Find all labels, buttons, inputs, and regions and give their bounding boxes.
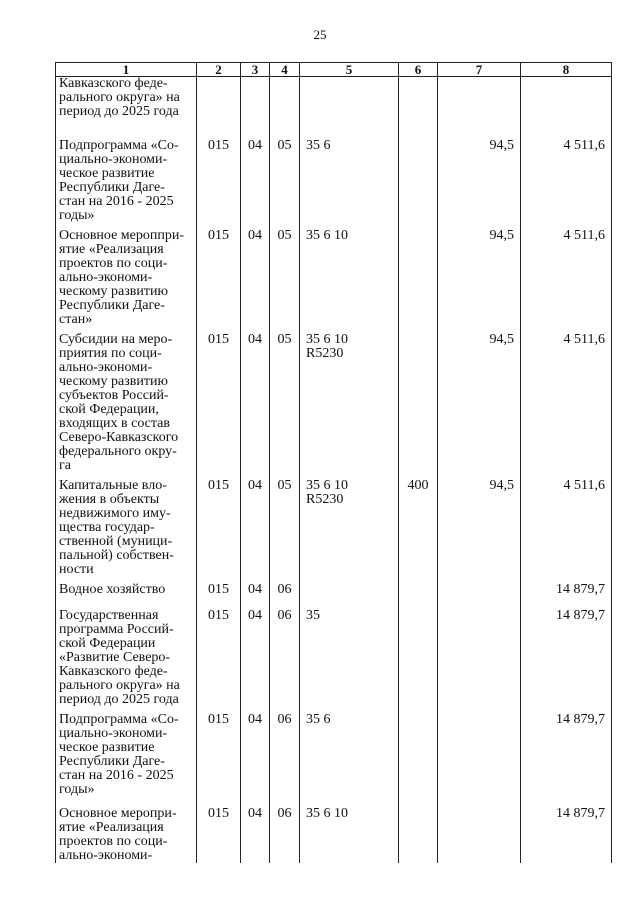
- cell-name-line: недвижимого иму-: [59, 505, 171, 521]
- cell-target-article-line: 35 6 10: [306, 805, 348, 821]
- cell-name-line: циально-экономи-: [59, 725, 168, 741]
- cell-ministry-code: 015: [197, 801, 241, 863]
- budget-table: [55, 62, 612, 863]
- cell-name: [56, 801, 197, 863]
- cell-amount-col8: 14 879,7: [521, 603, 612, 707]
- cell-name-line: приятия по соци-: [59, 345, 162, 361]
- cell-target-article-line: 35 6 10: [306, 477, 348, 493]
- cell-target-article-line: R5230: [306, 345, 344, 361]
- cell-amount-col8: 4 511,6: [521, 223, 612, 327]
- header-col-4: 4: [270, 63, 300, 77]
- cell-name-line: Субсидии на меро-: [59, 331, 173, 347]
- cell-section: 04: [241, 223, 270, 327]
- cell-name: [56, 223, 197, 327]
- cell-amount-col8: 14 879,7: [521, 801, 612, 863]
- cell-target-article: [300, 133, 399, 223]
- cell-amount-col7: 94,5: [438, 327, 521, 473]
- table-row: [56, 801, 612, 863]
- cell-amount-col8: [521, 77, 612, 133]
- cell-name-line: период до 2025 года: [59, 104, 179, 119]
- cell-name: [56, 473, 197, 577]
- cell-name-line: программа Россий-: [59, 621, 174, 637]
- cell-name-line: Основное меропри-: [59, 805, 177, 821]
- header-col-3: 3: [241, 63, 270, 77]
- cell-expense-type: [399, 327, 438, 473]
- cell-target-article-line: 35 6 10: [306, 331, 348, 347]
- cell-target-article: [300, 223, 399, 327]
- cell-name-line: ственной (муници-: [59, 533, 173, 549]
- cell-name-line: ской Федерации,: [59, 401, 159, 417]
- cell-section: 04: [241, 133, 270, 223]
- cell-target-article: [300, 473, 399, 577]
- cell-name-line: Государственная: [59, 607, 159, 623]
- cell-subsection: 05: [270, 327, 300, 473]
- cell-ministry-code: 015: [197, 327, 241, 473]
- cell-name-line: Кавказского феде-: [59, 663, 168, 679]
- cell-subsection: 06: [270, 577, 300, 603]
- cell-section: [241, 77, 270, 133]
- cell-section: 04: [241, 327, 270, 473]
- cell-name-line: федерального окру-: [59, 443, 177, 459]
- cell-name-line: стан на 2016 - 2025: [59, 767, 174, 783]
- cell-name-line: стан на 2016 - 2025: [59, 193, 174, 209]
- cell-name-line: циально-экономи-: [59, 151, 168, 167]
- cell-name-line: входящих в состав: [59, 415, 171, 431]
- cell-name-line: годы»: [59, 781, 95, 797]
- cell-amount-col7: 94,5: [438, 223, 521, 327]
- cell-name-line: ально-экономи-: [59, 269, 153, 285]
- header-col-7: 7: [438, 63, 521, 77]
- table-row: [56, 603, 612, 707]
- cell-amount-col8: 4 511,6: [521, 473, 612, 577]
- cell-subsection: 05: [270, 473, 300, 577]
- cell-name-line: ально-экономи-: [59, 359, 153, 375]
- cell-expense-type: [399, 223, 438, 327]
- cell-section: 04: [241, 801, 270, 863]
- cell-name-line: пальной) собствен-: [59, 547, 174, 563]
- cell-amount-col7: [438, 77, 521, 133]
- cell-expense-type: [399, 801, 438, 863]
- cell-name-line: рального округа» на: [59, 90, 180, 105]
- cell-subsection: [270, 77, 300, 133]
- cell-amount-col8: 14 879,7: [521, 707, 612, 801]
- cell-name-line: рального округа» на: [59, 677, 180, 693]
- table-row: [56, 77, 612, 133]
- cell-name-line: га: [59, 457, 71, 473]
- cell-ministry-code: 015: [197, 603, 241, 707]
- cell-section: 04: [241, 577, 270, 603]
- cell-target-article-line: R5230: [306, 491, 344, 507]
- cell-section: 04: [241, 707, 270, 801]
- page-number: 25: [313, 27, 327, 42]
- cell-amount-col8: 4 511,6: [521, 327, 612, 473]
- table-row: [56, 577, 612, 603]
- cell-name-line: проектов по соци-: [59, 255, 168, 271]
- cell-name-line: стан»: [59, 311, 93, 327]
- cell-expense-type: 400: [399, 473, 438, 577]
- cell-name-line: Республики Даге-: [59, 179, 165, 195]
- cell-name: [56, 133, 197, 223]
- cell-ministry-code: [197, 77, 241, 133]
- cell-target-article-line: 35 6: [306, 711, 331, 727]
- cell-target-article: [300, 577, 399, 603]
- cell-ministry-code: 015: [197, 577, 241, 603]
- cell-name: [56, 77, 197, 133]
- cell-name-line: «Развитие Северо-: [59, 649, 171, 665]
- cell-name-line: Подпрограмма «Со-: [59, 711, 179, 727]
- cell-target-article: [300, 707, 399, 801]
- table-body: [56, 77, 612, 863]
- cell-expense-type: [399, 77, 438, 133]
- header-col-1: 1: [56, 63, 197, 77]
- cell-name: [56, 707, 197, 801]
- cell-subsection: 05: [270, 223, 300, 327]
- table-row: [56, 707, 612, 801]
- cell-name-line: период до 2025 года: [59, 691, 179, 707]
- cell-target-article: [300, 801, 399, 863]
- cell-name-line: ческое развитие: [59, 739, 155, 755]
- cell-name-line: ской Федерации: [59, 635, 156, 651]
- cell-target-article: [300, 603, 399, 707]
- cell-subsection: 05: [270, 133, 300, 223]
- cell-name-line: Подпрограмма «Со-: [59, 137, 179, 153]
- cell-amount-col7: [438, 603, 521, 707]
- cell-name-line: ческому развитию: [59, 373, 168, 389]
- header-col-6: 6: [399, 63, 438, 77]
- cell-target-article-line: 35 6 10: [306, 227, 348, 243]
- cell-name-line: Республики Даге-: [59, 297, 165, 313]
- cell-name-line: Капитальные вло-: [59, 477, 167, 493]
- table-row: [56, 133, 612, 223]
- table-row: [56, 327, 612, 473]
- cell-amount-col7: [438, 707, 521, 801]
- table-header-row: [56, 63, 612, 77]
- cell-amount-col7: 94,5: [438, 133, 521, 223]
- cell-name-line: ческому развитию: [59, 283, 168, 299]
- cell-name-line: щества государ-: [59, 519, 155, 535]
- cell-name-line: Северо-Кавказского: [59, 429, 179, 445]
- cell-name-line: субъектов Россий-: [59, 387, 169, 403]
- cell-target-article-line: 35 6: [306, 137, 331, 153]
- cell-amount-col7: 94,5: [438, 473, 521, 577]
- header-col-5: 5: [300, 63, 399, 77]
- cell-name-line: жения в объекты: [59, 491, 160, 507]
- cell-subsection: 06: [270, 603, 300, 707]
- cell-name: [56, 577, 197, 603]
- table-row: [56, 473, 612, 577]
- cell-expense-type: [399, 133, 438, 223]
- cell-ministry-code: 015: [197, 473, 241, 577]
- cell-name-line: ально-экономи-: [59, 847, 153, 863]
- cell-ministry-code: 015: [197, 223, 241, 327]
- cell-expense-type: [399, 603, 438, 707]
- budget-table-wrapper: [55, 62, 611, 863]
- cell-amount-col8: 4 511,6: [521, 133, 612, 223]
- cell-amount-col7: [438, 801, 521, 863]
- cell-amount-col7: [438, 577, 521, 603]
- cell-subsection: 06: [270, 707, 300, 801]
- cell-expense-type: [399, 707, 438, 801]
- cell-ministry-code: 015: [197, 133, 241, 223]
- cell-name-line: проектов по соци-: [59, 833, 168, 849]
- cell-target-article: [300, 77, 399, 133]
- cell-expense-type: [399, 577, 438, 603]
- cell-name: [56, 327, 197, 473]
- cell-subsection: 06: [270, 801, 300, 863]
- cell-target-article-line: 35: [306, 607, 320, 623]
- cell-name-line: Кавказского феде-: [59, 76, 168, 91]
- cell-target-article: [300, 327, 399, 473]
- header-col-2: 2: [197, 63, 241, 77]
- header-col-8: 8: [521, 63, 612, 77]
- cell-name-line: ческое развитие: [59, 165, 155, 181]
- cell-name-line: ности: [59, 561, 94, 577]
- cell-name-line: ятие «Реализация: [59, 819, 164, 835]
- cell-name-line: годы»: [59, 207, 95, 223]
- cell-name: [56, 603, 197, 707]
- cell-section: 04: [241, 473, 270, 577]
- cell-name-line: ятие «Реализация: [59, 241, 164, 257]
- cell-name-line: Республики Даге-: [59, 753, 165, 769]
- cell-ministry-code: 015: [197, 707, 241, 801]
- cell-section: 04: [241, 603, 270, 707]
- cell-amount-col8: 14 879,7: [521, 577, 612, 603]
- table-row: [56, 223, 612, 327]
- cell-name-line: Основное мероппри-: [59, 227, 185, 243]
- cell-name-line: Водное хозяйство: [59, 581, 166, 597]
